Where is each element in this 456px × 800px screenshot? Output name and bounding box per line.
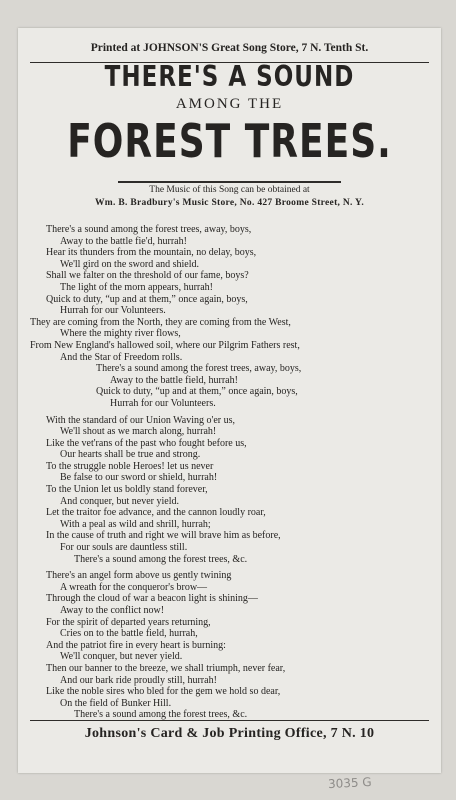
title-rule xyxy=(118,181,341,183)
lyric-line: Hurrah for our Volunteers. xyxy=(60,305,166,317)
lyric-line: Our hearts shall be true and strong. xyxy=(60,449,201,461)
lyric-line: We'll conquer, but never yield. xyxy=(60,651,183,663)
music-notice-line-2: Wm. B. Bradbury's Music Store, No. 427 Broome Street, N. Y. xyxy=(95,198,364,208)
lyric-line: With the standard of our Union Waving o'er us, xyxy=(46,414,235,426)
lyric-line: Shall we falter on the threshold of our fame, boys? xyxy=(46,270,249,282)
lyric-line: Away to the conflict now! xyxy=(60,605,165,616)
lyric-line: There's a sound among the forest trees, away, boys, xyxy=(96,363,302,375)
lyric-line: And our bark ride proudly still, hurrah! xyxy=(60,674,217,686)
lyric-line: With a peal as wild and shrill, hurrah; xyxy=(60,518,211,530)
printer-imprint: Printed at JOHNSON'S Great Song Store, 7 N. Tenth St. xyxy=(90,42,369,54)
lyric-line: Like the noble sires who bled for the gem we hold so dear, xyxy=(46,686,281,698)
lyric-line: And the patriot fire in every heart is burning: xyxy=(46,639,226,651)
lyric-line: Where the mighty river flows, xyxy=(60,328,181,340)
lyric-line: Quick to duty, “up and at them,” once again, boys, xyxy=(46,293,248,305)
lyric-line: In the cause of truth and right we will brave him as before, xyxy=(46,530,281,542)
lyric-line: The light of the morn appears, hurrah! xyxy=(60,281,214,293)
lyric-line: Away to the battle field, hurrah! xyxy=(110,374,238,386)
lyrics-body xyxy=(30,224,431,721)
music-notice-line-1: The Music of this Song can be obtained at xyxy=(149,185,310,195)
lyric-line: Hear its thunders from the mountain, no delay, boys, xyxy=(46,247,257,259)
lyric-line: From New England's hallowed soil, where our Pilgrim Fathers rest, xyxy=(30,339,300,351)
lyric-line: We'll shout as we march along, hurrah! xyxy=(60,426,217,438)
lyric-line: Then our banner to the breeze, we shall triumph, never fear, xyxy=(46,662,286,674)
pencil-catalog-note: 3035 G xyxy=(327,774,372,792)
bottom-rule xyxy=(30,720,429,721)
lyric-line: For our souls are dauntless still. xyxy=(60,542,188,554)
lyric-line: Quick to duty, “up and at them,” once again, boys, xyxy=(96,386,298,398)
lyric-line: For the spirit of departed years returning, xyxy=(46,616,211,628)
lyric-line: There's a sound among the forest trees, &c. xyxy=(74,709,248,721)
lyric-line: Cries on to the battle field, hurrah, xyxy=(60,628,198,640)
lyric-line: Let the traitor foe advance, and the cannon loudly roar, xyxy=(46,507,266,519)
lyric-line: On the field of Bunker Hill. xyxy=(60,697,172,709)
title-line-3: FOREST TREES. xyxy=(67,116,392,169)
lyric-line: There's a sound among the forest trees, away, boys, xyxy=(46,224,252,235)
title-line-2: AMONG THE xyxy=(175,96,284,112)
lyric-line: Hurrah for our Volunteers. xyxy=(110,397,216,409)
song-sheet xyxy=(18,28,441,792)
printer-footer: Johnson's Card & Job Printing Office, 7 N. 10 xyxy=(84,726,375,741)
lyric-line: There's a sound among the forest trees, &c. xyxy=(74,553,248,565)
lyric-line: Be false to our sword or shield, hurrah! xyxy=(60,472,218,484)
lyric-line: And conquer, but never yield. xyxy=(60,495,180,507)
lyric-line: A wreath for the conqueror's brow— xyxy=(60,581,208,593)
lyric-line: To the struggle noble Heroes! let us never xyxy=(46,460,214,472)
lyric-line: And the Star of Freedom rolls. xyxy=(60,351,183,363)
lyric-line: To the Union let us boldly stand forever, xyxy=(46,484,208,496)
title-line-1: THERE'S A SOUND xyxy=(104,60,355,94)
lyric-line: Away to the battle fie'd, hurrah! xyxy=(60,235,187,247)
lyric-line: We'll gird on the sword and shield. xyxy=(60,258,200,270)
lyric-line: Through the cloud of war a beacon light is shining— xyxy=(46,593,258,605)
lyric-line: They are coming from the North, they are coming from the West, xyxy=(30,316,291,328)
lyric-line: There's an angel form above us gently twining xyxy=(46,570,232,582)
lyric-line: Like the vet'rans of the past who fought before us, xyxy=(46,437,247,449)
